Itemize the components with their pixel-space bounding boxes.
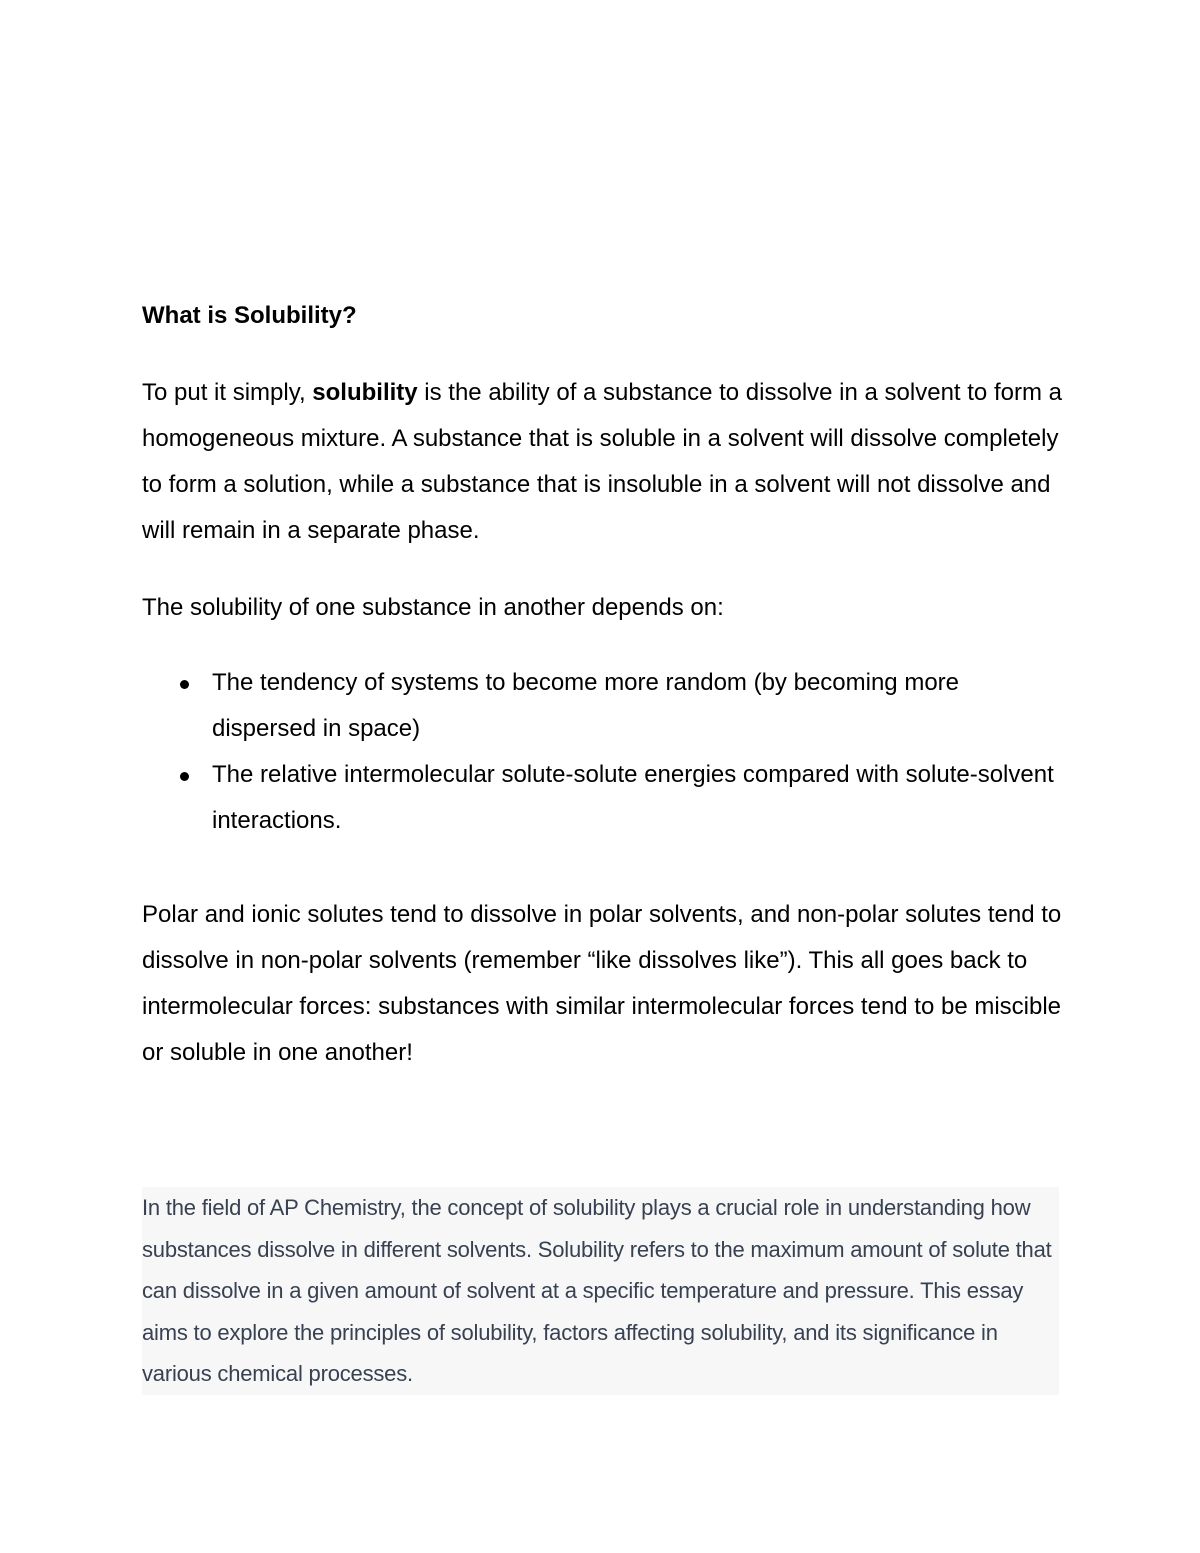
- intro-rest: is the ability of a substance to dissolve in a solvent to form a homogeneous mixture. A substance that is soluble in a solvent will dissolve completely to form a solution, while a substance that is insoluble in a solvent will not dissolve and will remain in a separate phase.: [142, 379, 1062, 544]
- list-item: [142, 660, 1062, 752]
- list-item-text: The relative intermolecular solute-solute energies compared with solute-solvent interactions.: [212, 761, 1054, 834]
- page-title: What is Solubility?: [142, 302, 357, 329]
- intro-paragraph: [142, 370, 1062, 554]
- essay-callout: [142, 1187, 1059, 1395]
- solubility-term: solubility: [312, 379, 418, 406]
- intro-prefix: To put it simply,: [142, 379, 313, 406]
- like-dissolves-paragraph: Polar and ionic solutes tend to dissolve in polar solvents, and non-polar solutes tend to dissolve in non-polar solvents (remember “like dissolves like”). This all goes back to intermolecular forces: substances with similar intermolecular forces tend to be miscible or soluble in one another!: [142, 901, 1062, 1066]
- bullet-icon: [180, 680, 189, 689]
- bullet-icon: [180, 772, 189, 781]
- depends-intro: The solubility of one substance in another depends on:: [142, 594, 724, 621]
- callout-text: In the field of AP Chemistry, the concept of solubility plays a crucial role in understanding how substances dissolve in different solvents. Solubility refers to the maximum amount of solute that can dissolve in a given amount of solvent at a specific temperature and pressure. This essay aims to explore the principles of solubility, factors affecting solubility, and its significance in various chemical processes.: [142, 1195, 1052, 1386]
- list-item-text: The tendency of systems to become more random (by becoming more dispersed in space): [212, 669, 959, 742]
- factors-list: [142, 660, 1062, 844]
- list-item: [142, 752, 1062, 844]
